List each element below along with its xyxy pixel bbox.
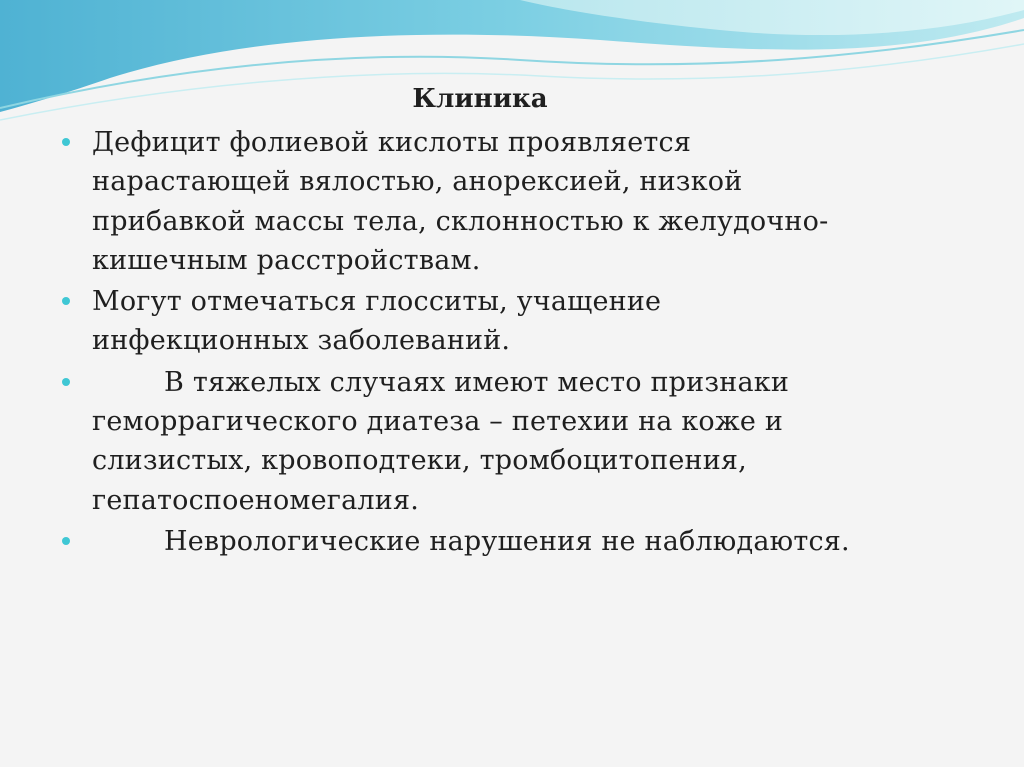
bullet-line-text: Неврологические нарушения не наблюдаются. <box>164 525 850 557</box>
bullet-line: геморрагического диатеза – петехии на коже и <box>92 406 784 438</box>
bullet-line: Дефицит фолиевой кислоты проявляется <box>92 127 692 158</box>
bullet-line: Могут отмечаться глосситы, учащение <box>92 286 662 318</box>
bullet-dot-icon <box>62 378 70 386</box>
bullet-line: гепатоспоеномегалия. <box>92 484 419 516</box>
bullet-item <box>62 123 982 280</box>
bullet-item <box>62 522 982 561</box>
bullet-item <box>62 363 982 520</box>
bullet-list <box>62 123 982 563</box>
bullet-line: прибавкой массы тела, склонностью к желудочно- <box>92 205 829 237</box>
bullet-line: инфекционных заболеваний. <box>92 325 511 357</box>
bullet-line: нарастающей вялостью, анорексией, низкой <box>92 166 743 198</box>
bullet-dot-icon <box>62 537 70 545</box>
bullet-line-first <box>92 522 982 561</box>
bullet-dot-icon <box>62 297 70 305</box>
slide-title: Клиника <box>412 84 548 114</box>
bullet-line: кишечным расстройствам. <box>92 244 481 276</box>
bullet-dot-icon <box>62 138 70 146</box>
bullet-item <box>62 282 982 361</box>
bullet-line-text: В тяжелых случаях имеют место признаки <box>164 366 790 398</box>
bullet-line-first <box>92 363 982 402</box>
bullet-line: слизистых, кровоподтеки, тромбоцитопения, <box>92 445 747 477</box>
